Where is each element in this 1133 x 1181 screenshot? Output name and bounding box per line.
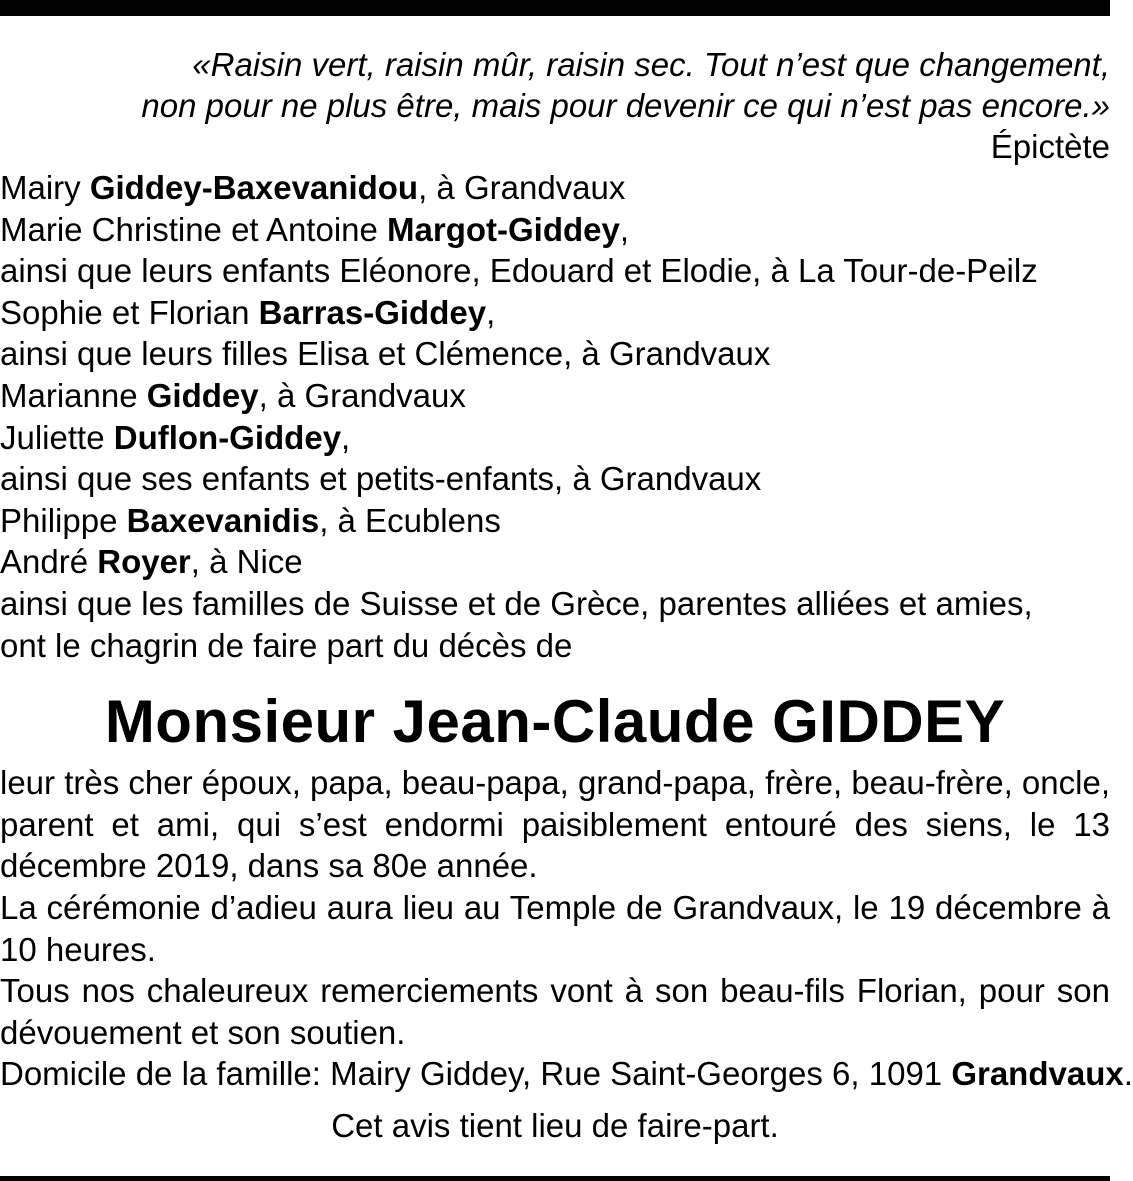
family-line: Sophie et Florian Barras-Giddey, — [0, 293, 496, 331]
family-line: ainsi que leurs enfants Eléonore, Edouard et Elodie, à La Tour-de-Peilz — [0, 252, 1038, 290]
family-surname: Margot-Giddey — [387, 210, 620, 248]
quote-line: «Raisin vert, raisin mûr, raisin sec. Tout n’est que changement, — [192, 46, 1110, 83]
family-line: ainsi que ses enfants et petits-enfants, à Grandvaux — [0, 460, 762, 498]
family-surname: Barras-Giddey — [258, 293, 487, 331]
family-line: Marianne Giddey, à Grandvaux — [0, 376, 466, 414]
obituary-notice — [0, 44, 1133, 1146]
family-line: Juliette Duflon-Giddey, — [0, 418, 351, 456]
family-line: ainsi que leurs filles Elisa et Clémence, à Grandvaux — [0, 335, 771, 373]
family-list — [0, 167, 1110, 666]
quote-line: non pour ne plus être, mais pour devenir ce qui n’est pas encore.» — [141, 87, 1110, 124]
family-line: André Royer, à Nice — [0, 543, 303, 581]
domicile-line: Domicile de la famille: Mairy Giddey, Rue Saint-Georges 6, 1091 Grandvaux. — [0, 1055, 1133, 1093]
family-surname: Royer — [97, 543, 191, 581]
top-rule — [0, 0, 1110, 16]
family-line: ont le chagrin de faire part du décès de — [0, 626, 573, 664]
domicile-town: Grandvaux — [951, 1055, 1124, 1093]
quote-author: Épictète — [990, 128, 1110, 165]
family-surname: Duflon-Giddey — [113, 418, 342, 456]
tribute-paragraph: leur très cher époux, papa, beau-papa, grand-papa, frère, beau-frère, oncle, parent et ami, qui s’est endormi paisiblement entouré des siens, le 13 décembre 2019, dans sa 80e année. — [0, 764, 1110, 885]
deceased-name: Monsieur Jean-Claude GIDDEY — [104, 688, 1006, 756]
notice-body — [0, 762, 1133, 1095]
family-surname: Giddey-Baxevanidou — [89, 169, 419, 206]
family-line: ainsi que les familles de Suisse et de Grèce, parentes alliées et amies, — [0, 584, 1033, 622]
family-surname: Giddey — [146, 376, 259, 414]
ceremony-paragraph: La cérémonie d’adieu aura lieu au Temple de Grandvaux, le 19 décembre à 10 heures. — [0, 888, 1110, 968]
epigraph-quote — [0, 44, 1110, 126]
family-line: Mairy Giddey-Baxevanidou, à Grandvaux — [0, 169, 626, 206]
family-line: Marie Christine et Antoine Margot-Giddey, — [0, 210, 630, 248]
bottom-rule — [0, 1176, 1110, 1181]
footer-note: Cet avis tient lieu de faire-part. — [331, 1106, 779, 1144]
family-surname: Baxevanidis — [126, 501, 320, 539]
thanks-paragraph: Tous nos chaleureux remerciements vont à son beau-fils Florian, pour son dévouement et son soutien. — [0, 972, 1110, 1051]
family-line: Philippe Baxevanidis, à Ecublens — [0, 501, 501, 539]
